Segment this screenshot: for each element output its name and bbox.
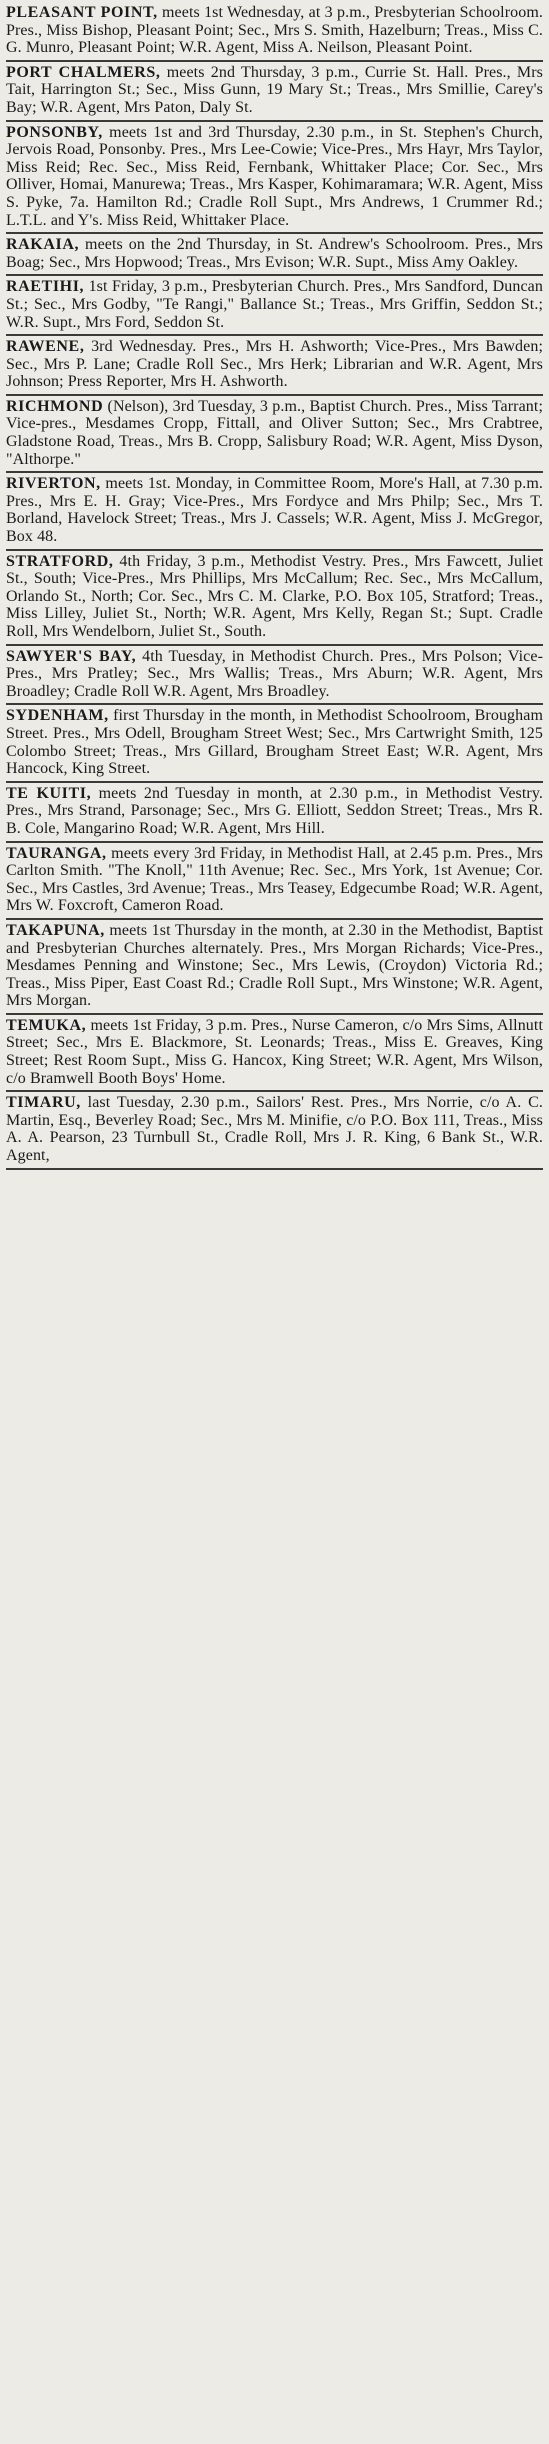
branch-entry [6, 1092, 543, 1169]
branch-details: meets on the 2nd Thursday, in St. Andrew's Schoolroom. Pres., Mrs Boag; Sec., Mrs Hopwood; Treas., Mrs Evison; W.R. Supt., Miss Amy Oakley. [6, 236, 543, 271]
branch-name: RIVERTON, [6, 475, 101, 493]
branch-name: RAKAIA, [6, 236, 80, 254]
branch-details: 4th Tuesday, in Methodist Church. Pres., Mrs Polson; Vice-Pres., Mrs Pratley; Sec., Mrs Wallis; Treas., Mrs Aburn; W.R. Agent, Mrs Broadley; Cradle Roll W.R. Agent, Mrs Broadley. [6, 647, 543, 700]
branch-details: meets 1st and 3rd Thursday, 2.30 p.m., in St. Stephen's Church, Jervois Road, Ponsonby. Pres., Mrs Lee-Cowie; Vice-Pres., Mrs Hayr, Mrs Taylor, Miss Reid; Rec. Sec., Miss Reid, Fernbank, Whittaker Place; Cor. Sec., Mrs Olliver, Homai, Manurewa; Treas., Mrs Kasper, Kohimaramara; W.R. Agent, Miss S. Pyke, 7a. Hamilton Rd.; Cradle Roll Supt., Mrs Andrews, 1 Crummer Rd.; L.T.L. and Y's. Miss Reid, Whittaker Place. [6, 123, 543, 229]
branch-name: TEMUKA, [6, 1016, 87, 1034]
branch-name: RAWENE, [6, 338, 85, 356]
branch-name: TE KUITI, [6, 784, 92, 802]
branch-details: 1st Friday, 3 p.m., Presbyterian Church. Pres., Mrs Sandford, Duncan St.; Sec., Mrs Godby, "Te Rangi," Ballance St.; Treas., Mrs Griffin, Seddon St.; W.R. Supt., Mrs Ford, Seddon St. [6, 278, 543, 331]
branch-details: meets 1st Wednesday, at 3 p.m., Presbyterian Schoolroom. Pres., Miss Bishop, Pleasant Point; Sec., Mrs S. Smith, Hazelburn; Treas., Miss C. G. Munro, Pleasant Point; W.R. Agent, Miss A. Neilson, Pleasant Point. [6, 4, 543, 57]
branch-name: RAETIHI, [6, 278, 85, 296]
branch-name: PORT CHALMERS, [6, 63, 161, 81]
branch-entry [6, 1015, 543, 1092]
branch-entry [6, 473, 543, 550]
branch-name: PLEASANT POINT, [6, 4, 158, 21]
branch-entry [6, 2, 543, 62]
branch-entry [6, 234, 543, 276]
branch-details: last Tuesday, 2.30 p.m., Sailors' Rest. Pres., Mrs Norrie, c/o A. C. Martin, Esq., Beverley Road; Sec., Mrs M. Minifie, c/o P.O. Box 111, Treas., Miss A. A. Pearson, 23 Turnbull St., Cradle Roll, Mrs J. R. King, 6 Bank St., W.R. Agent, [6, 1094, 543, 1165]
branch-details: 3rd Wednesday. Pres., Mrs H. Ashworth; Vice-Pres., Mrs Bawden; Sec., Mrs P. Lane; Cradle Roll Sec., Mrs Herk; Librarian and W.R. Agent, Mrs Johnson; Press Reporter, Mrs H. Ashworth. [6, 338, 543, 391]
branch-details: first Thursday in the month, in Methodist Schoolroom, Brougham Street. Pres., Mrs Odell, Brougham Street West; Sec., Mrs Cartwright Smith, 125 Colombo Street; Treas., Mrs Gillard, Brougham Street East; W.R. Agent, Mrs Hancock, King Street. [6, 707, 543, 778]
branch-entry [6, 336, 543, 396]
branch-entry [6, 843, 543, 920]
branch-name: STRATFORD, [6, 552, 114, 570]
branch-name: RICHMOND [6, 397, 104, 415]
branch-entry [6, 396, 543, 473]
branch-entry [6, 62, 543, 122]
branch-name: TAKAPUNA, [6, 921, 105, 939]
branch-entry [6, 551, 543, 646]
branch-name: SYDENHAM, [6, 707, 109, 725]
branch-entry [6, 705, 543, 782]
branch-details: 4th Friday, 3 p.m., Methodist Vestry. Pres., Mrs Fawcett, Juliet St., South; Vice-Pres., Mrs Phillips, Mrs McCallum; Rec. Sec., Mrs McCallum, Orlando St., North; Cor. Sec., Mrs C. M. Clarke, P.O. Box 105, Stratford; Treas., Miss Lilley, Juliet St., North; W.R. Agent, Mrs Kelly, Regan St.; Supt. Cradle Roll, Mrs Wendelborn, Juliet St., South. [6, 552, 543, 640]
branch-entry [6, 276, 543, 336]
branch-name: SAWYER'S BAY, [6, 647, 137, 665]
branch-name: TIMARU, [6, 1094, 81, 1112]
branch-name: TAURANGA, [6, 844, 107, 862]
branch-details: meets 2nd Tuesday in month, at 2.30 p.m., in Methodist Vestry. Pres., Mrs Strand, Parsonage; Sec., Mrs G. Elliott, Seddon Street; Treas., Mrs R. B. Cole, Mangarino Road; W.R. Agent, Mrs Hill. [6, 784, 543, 837]
branch-entry [6, 783, 543, 843]
directory-column [0, 0, 549, 1170]
branch-details: meets 1st. Monday, in Committee Room, More's Hall, at 7.30 p.m. Pres., Mrs E. H. Gray; Vice-Pres., Mrs Fordyce and Mrs Philp; Sec., Mrs T. Borland, Havelock Street; Treas., Mrs J. Cassels; W.R. Agent, Miss J. McGregor, Box 48. [6, 475, 543, 546]
branch-details: meets 1st Friday, 3 p.m. Pres., Nurse Cameron, c/o Mrs Sims, Allnutt Street; Sec., Mrs E. Blackmore, St. Leonards; Treas., Miss E. Greaves, King Street; Rest Room Supt., Miss G. Hancox, King Street; W.R. Agent, Mrs Wilson, c/o Bramwell Booth Boys' Home. [6, 1016, 543, 1087]
branch-entry [6, 920, 543, 1015]
branch-entry [6, 122, 543, 235]
branch-details: meets 2nd Thursday, 3 p.m., Currie St. Hall. Pres., Mrs Tait, Harrington St.; Sec., Miss Gunn, 19 Mary St.; Treas., Mrs Smillie, Carey's Bay; W.R. Agent, Mrs Paton, Daly St. [6, 63, 543, 116]
branch-entry [6, 646, 543, 706]
branch-details: meets every 3rd Friday, in Methodist Hall, at 2.45 p.m. Pres., Mrs Carlton Smith. "The Knoll," 11th Avenue; Rec. Sec., Mrs York, 1st Avenue; Cor. Sec., Mrs Castles, 3rd Avenue; Treas., Mrs Teasey, Edgecumbe Road; W.R. Agent, Mrs W. Foxcroft, Cameron Road. [6, 844, 543, 915]
branch-details: (Nelson), 3rd Tuesday, 3 p.m., Baptist Church. Pres., Miss Tarrant; Vice-pres., Mesdames Cropp, Fittall, and Oliver Sutton; Sec., Mrs Crabtree, Gladstone Road, Treas., Mrs B. Cropp, Salisbury Road; W.R. Agent, Miss Dyson, "Althorpe." [6, 397, 543, 468]
branch-details: meets 1st Thursday in the month, at 2.30 in the Methodist, Baptist and Presbyterian Churches alternately. Pres., Mrs Morgan Richards; Vice-Pres., Mesdames Penning and Winstone; Sec., Mrs Lewis, (Croydon) Victoria Rd.; Treas., Miss Piper, East Coast Rd.; Cradle Roll Supt., Mrs Winstone; W.R. Agent, Mrs Morgan. [6, 921, 543, 1010]
branch-name: PONSONBY, [6, 123, 103, 141]
